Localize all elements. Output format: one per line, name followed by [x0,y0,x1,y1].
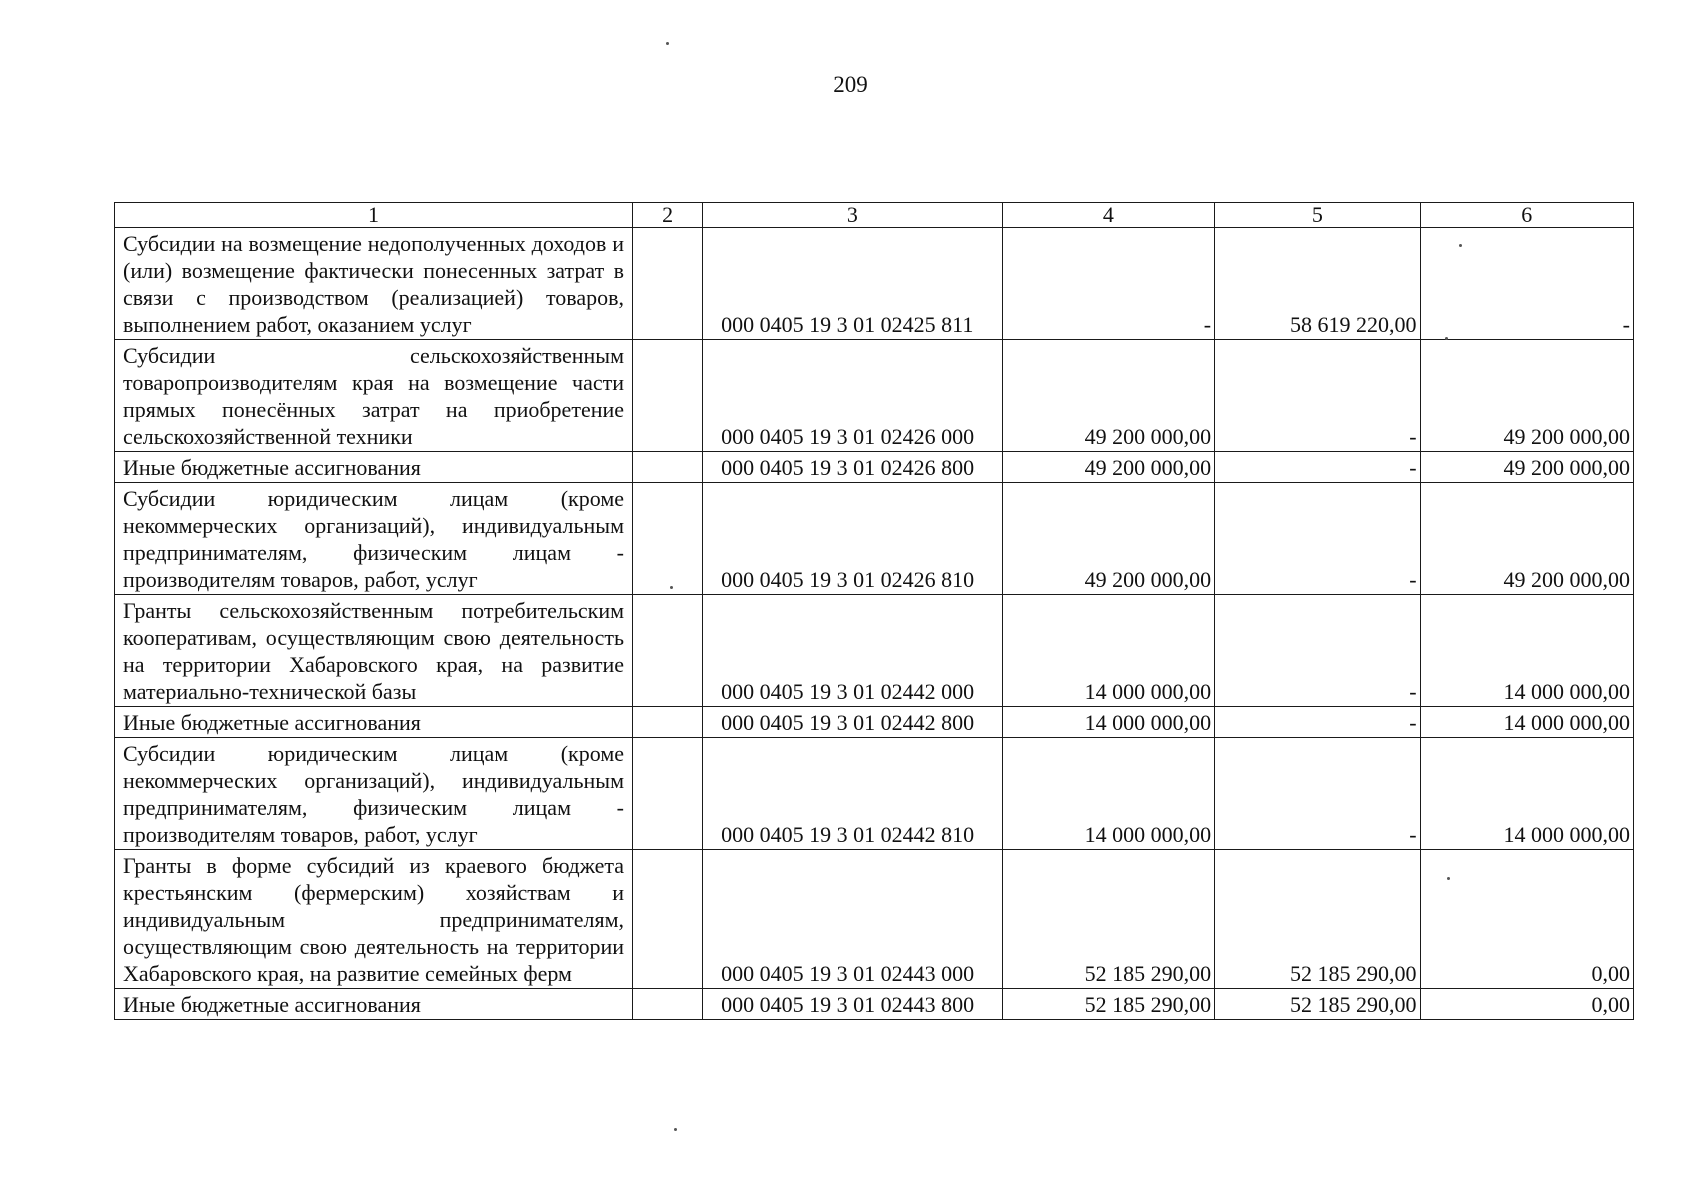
row-value-5: 58 619 220,00 [1215,228,1420,340]
header-col-6: 6 [1420,203,1633,228]
header-row [115,203,1634,228]
row-col2 [633,707,703,738]
row-col2 [633,850,703,989]
header-col-4: 4 [1002,203,1214,228]
table-row [115,595,1634,707]
row-col2 [633,340,703,452]
row-value-4: - [1002,228,1214,340]
row-value-6: 49 200 000,00 [1420,340,1633,452]
row-code: 000 0405 19 3 01 02426 810 [703,483,1003,595]
header-col-5: 5 [1215,203,1420,228]
header-col-2: 2 [633,203,703,228]
row-name: Иные бюджетные ассигнования [115,452,633,483]
row-value-6: 0,00 [1420,989,1633,1020]
row-value-6: 14 000 000,00 [1420,707,1633,738]
scan-speck [1447,877,1450,880]
row-name: Гранты в форме субсидий из краевого бюджета крестьянским (фермерским) хозяйствам и индивидуальным предпринимателям, осуществляющим свою деятельность на территории Хабаровского края, на развитие семейных ферм [115,850,633,989]
row-col2 [633,738,703,850]
row-value-4: 49 200 000,00 [1002,483,1214,595]
row-code: 000 0405 19 3 01 02442 000 [703,595,1003,707]
row-value-5: - [1215,595,1420,707]
row-value-6: 49 200 000,00 [1420,452,1633,483]
table-row [115,340,1634,452]
budget-table [114,202,1634,1020]
row-code: 000 0405 19 3 01 02443 800 [703,989,1003,1020]
row-value-4: 14 000 000,00 [1002,707,1214,738]
row-value-4: 14 000 000,00 [1002,738,1214,850]
page-number: 209 [833,72,868,97]
scan-speck [670,586,673,589]
scan-speck [1459,244,1462,247]
scan-speck [1445,337,1448,340]
scan-speck [674,1128,677,1131]
table-row [115,850,1634,989]
row-value-5: - [1215,483,1420,595]
row-col2 [633,228,703,340]
row-code: 000 0405 19 3 01 02443 000 [703,850,1003,989]
table-row [115,452,1634,483]
row-code: 000 0405 19 3 01 02442 810 [703,738,1003,850]
row-value-5: 52 185 290,00 [1215,850,1420,989]
table-row [115,738,1634,850]
table-row [115,228,1634,340]
row-name: Субсидии юридическим лицам (кроме некоммерческих организаций), индивидуальным предпринимателям, физическим лицам - производителям товаров, работ, услуг [115,483,633,595]
row-value-5: - [1215,707,1420,738]
row-name: Субсидии на возмещение недополученных доходов и (или) возмещение фактически понесенных затрат в связи с производством (реализацией) товаров, выполнением работ, оказанием услуг [115,228,633,340]
row-col2 [633,595,703,707]
row-name: Иные бюджетные ассигнования [115,707,633,738]
row-code: 000 0405 19 3 01 02426 000 [703,340,1003,452]
row-col2 [633,989,703,1020]
row-value-4: 52 185 290,00 [1002,989,1214,1020]
table-row [115,989,1634,1020]
row-col2 [633,452,703,483]
row-name: Субсидии юридическим лицам (кроме некоммерческих организаций), индивидуальным предпринимателям, физическим лицам - производителям товаров, работ, услуг [115,738,633,850]
table-row [115,707,1634,738]
row-code: 000 0405 19 3 01 02426 800 [703,452,1003,483]
row-value-6: - [1420,228,1633,340]
row-value-6: 14 000 000,00 [1420,738,1633,850]
row-value-4: 52 185 290,00 [1002,850,1214,989]
row-value-6: 0,00 [1420,850,1633,989]
row-value-4: 14 000 000,00 [1002,595,1214,707]
row-value-5: - [1215,738,1420,850]
row-value-6: 49 200 000,00 [1420,483,1633,595]
row-value-5: - [1215,340,1420,452]
row-col2 [633,483,703,595]
row-value-4: 49 200 000,00 [1002,452,1214,483]
row-code: 000 0405 19 3 01 02442 800 [703,707,1003,738]
table-row [115,483,1634,595]
header-col-1: 1 [115,203,633,228]
row-value-5: - [1215,452,1420,483]
row-value-4: 49 200 000,00 [1002,340,1214,452]
row-value-6: 14 000 000,00 [1420,595,1633,707]
scan-speck [666,42,669,45]
row-name: Гранты сельскохозяйственным потребительским кооперативам, осуществляющим свою деятельность на территории Хабаровского края, на развитие материально-технической базы [115,595,633,707]
row-name: Субсидии сельскохозяйственным товаропроизводителям края на возмещение части прямых понесённых затрат на приобретение сельскохозяйственной техники [115,340,633,452]
row-code: 000 0405 19 3 01 02425 811 [703,228,1003,340]
row-value-5: 52 185 290,00 [1215,989,1420,1020]
header-col-3: 3 [703,203,1003,228]
row-name: Иные бюджетные ассигнования [115,989,633,1020]
